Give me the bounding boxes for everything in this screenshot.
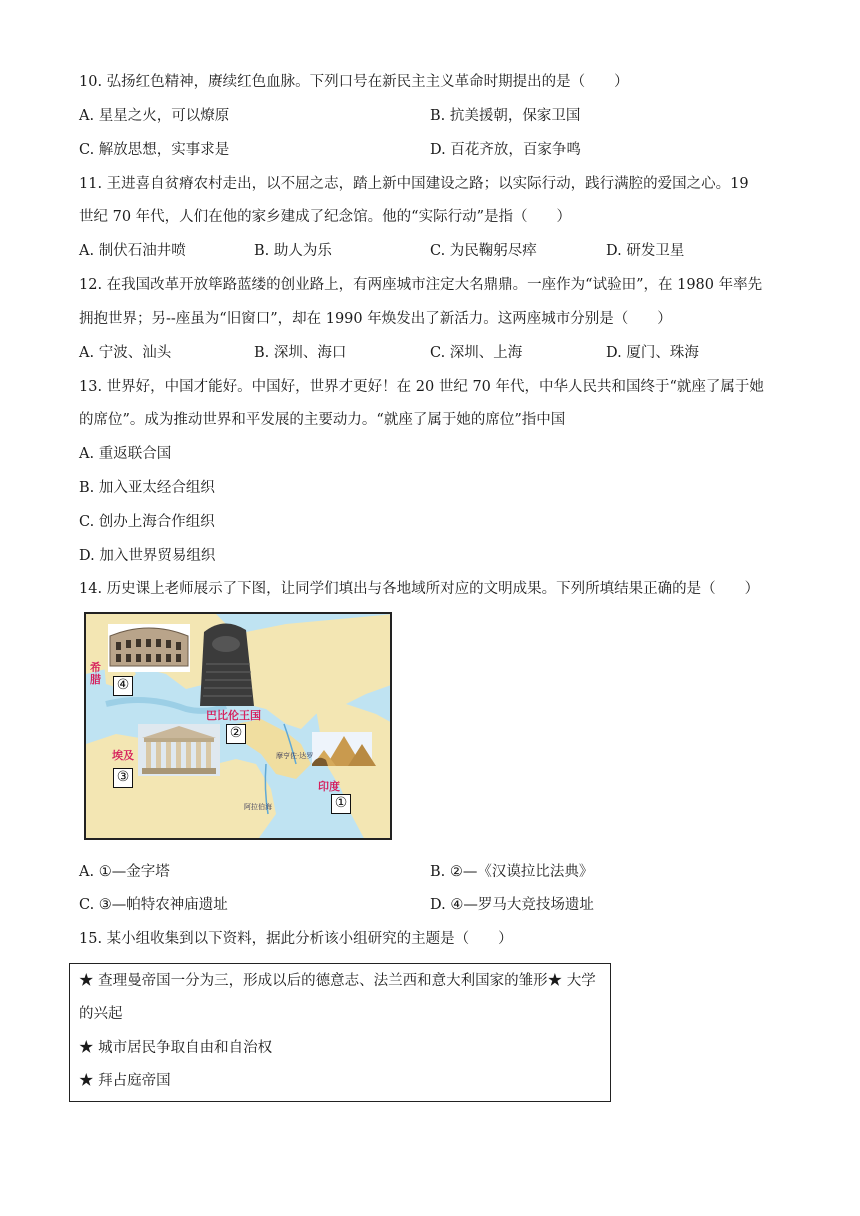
colosseum-image (108, 624, 190, 672)
label-mohenjo-daro: 摩亨佐·达罗 (276, 752, 314, 760)
marker-4: ④ (113, 676, 133, 696)
q10-option-a[interactable]: A. 星星之火，可以燎原 (79, 108, 230, 124)
question-14-stem: 14. 历史课上老师展示了下图，让同学们填出与各地域所对应的文明成果。下列所填结果正确的是（ ） (79, 581, 760, 597)
material-line-3: ★ 城市居民争取自由和自治权 (79, 1040, 273, 1056)
question-13-stem-line1: 13. 世界好，中国才能好。中国好，世界才更好！在 20 世纪 70 年代，中华人民共和国终于“就座了属于她 (79, 379, 764, 395)
q14-option-d[interactable]: D. ④—罗马大竞技场遗址 (430, 897, 594, 913)
q12-option-b[interactable]: B. 深圳、海口 (254, 345, 347, 361)
q14-option-c[interactable]: C. ③—帕特农神庙遗址 (79, 897, 228, 913)
parthenon-image (138, 724, 220, 776)
question-11-stem-line1: 11. 王进喜自贫瘠农村走出，以不屈之志，踏上新中国建设之路；以实际行动，践行满腔的爱国之心。19 (79, 176, 749, 192)
q10-option-c[interactable]: C. 解放思想，实事求是 (79, 142, 230, 158)
question-11-stem-line2: 世纪 70 年代，人们在他的家乡建成了纪念馆。他的“实际行动”是指（ ） (79, 209, 571, 225)
question-12-stem-line1: 12. 在我国改革开放筚路蓝缕的创业路上，有两座城市注定大名鼎鼎。一座作为“试验田”，在 1980 年率先 (79, 277, 763, 293)
q13-option-b[interactable]: B. 加入亚太经合组织 (79, 480, 215, 496)
q10-option-d[interactable]: D. 百花齐放，百家争鸣 (430, 142, 581, 158)
q11-option-d[interactable]: D. 研发卫星 (606, 243, 685, 259)
materials-box (69, 963, 611, 1102)
q12-option-c[interactable]: C. 深圳、上海 (430, 345, 523, 361)
question-12-stem-line2: 拥抱世界；另--座虽为“旧窗口”，却在 1990 年焕发出了新活力。这两座城市分别是（ ） (79, 311, 672, 327)
q10-option-b[interactable]: B. 抗美援朝，保家卫国 (430, 108, 581, 124)
marker-2: ② (226, 724, 246, 744)
label-greece: 希腊 (90, 661, 101, 686)
q11-option-a[interactable]: A. 制伏石油井喷 (79, 243, 186, 259)
label-india: 印度 (318, 780, 340, 793)
q11-option-b[interactable]: B. 助人为乐 (254, 243, 332, 259)
q14-option-a[interactable]: A. ①—金字塔 (79, 864, 170, 880)
marker-3: ③ (113, 768, 133, 788)
india-landmass (316, 704, 392, 840)
q13-option-c[interactable]: C. 创办上海合作组织 (79, 514, 215, 530)
question-13-stem-line2: 的席位”。成为推动世界和平发展的主要动力。“就座了属于她的席位”指中国 (79, 412, 566, 428)
q11-option-c[interactable]: C. 为民鞠躬尽瘁 (430, 243, 537, 259)
q14-option-b[interactable]: B. ②—《汉谟拉比法典》 (430, 864, 594, 880)
q13-option-d[interactable]: D. 加入世界贸易组织 (79, 548, 216, 564)
material-line-4: ★ 拜占庭帝国 (79, 1073, 171, 1089)
label-arabian-sea: 阿拉伯海 (244, 803, 272, 811)
civilizations-map (84, 612, 392, 840)
hammurabi-stele-image (200, 623, 254, 706)
marker-1: ① (331, 794, 351, 814)
label-babylon: 巴比伦王国 (206, 709, 261, 722)
label-egypt: 埃及 (112, 749, 134, 762)
pyramids-image (312, 732, 376, 766)
q13-option-a[interactable]: A. 重返联合国 (79, 446, 172, 462)
q12-option-d[interactable]: D. 厦门、珠海 (606, 345, 699, 361)
question-10-stem: 10. 弘扬红色精神，赓续红色血脉。下列口号在新民主主义革命时期提出的是（ ） (79, 74, 629, 90)
question-15-stem: 15. 某小组收集到以下资料，据此分析该小组研究的主题是（ ） (79, 931, 513, 947)
material-line-2: 的兴起 (79, 1006, 123, 1022)
q12-option-a[interactable]: A. 宁波、汕头 (79, 345, 172, 361)
material-line-1: ★ 查理曼帝国一分为三，形成以后的德意志、法兰西和意大利国家的雏形★ 大学 (79, 973, 596, 989)
